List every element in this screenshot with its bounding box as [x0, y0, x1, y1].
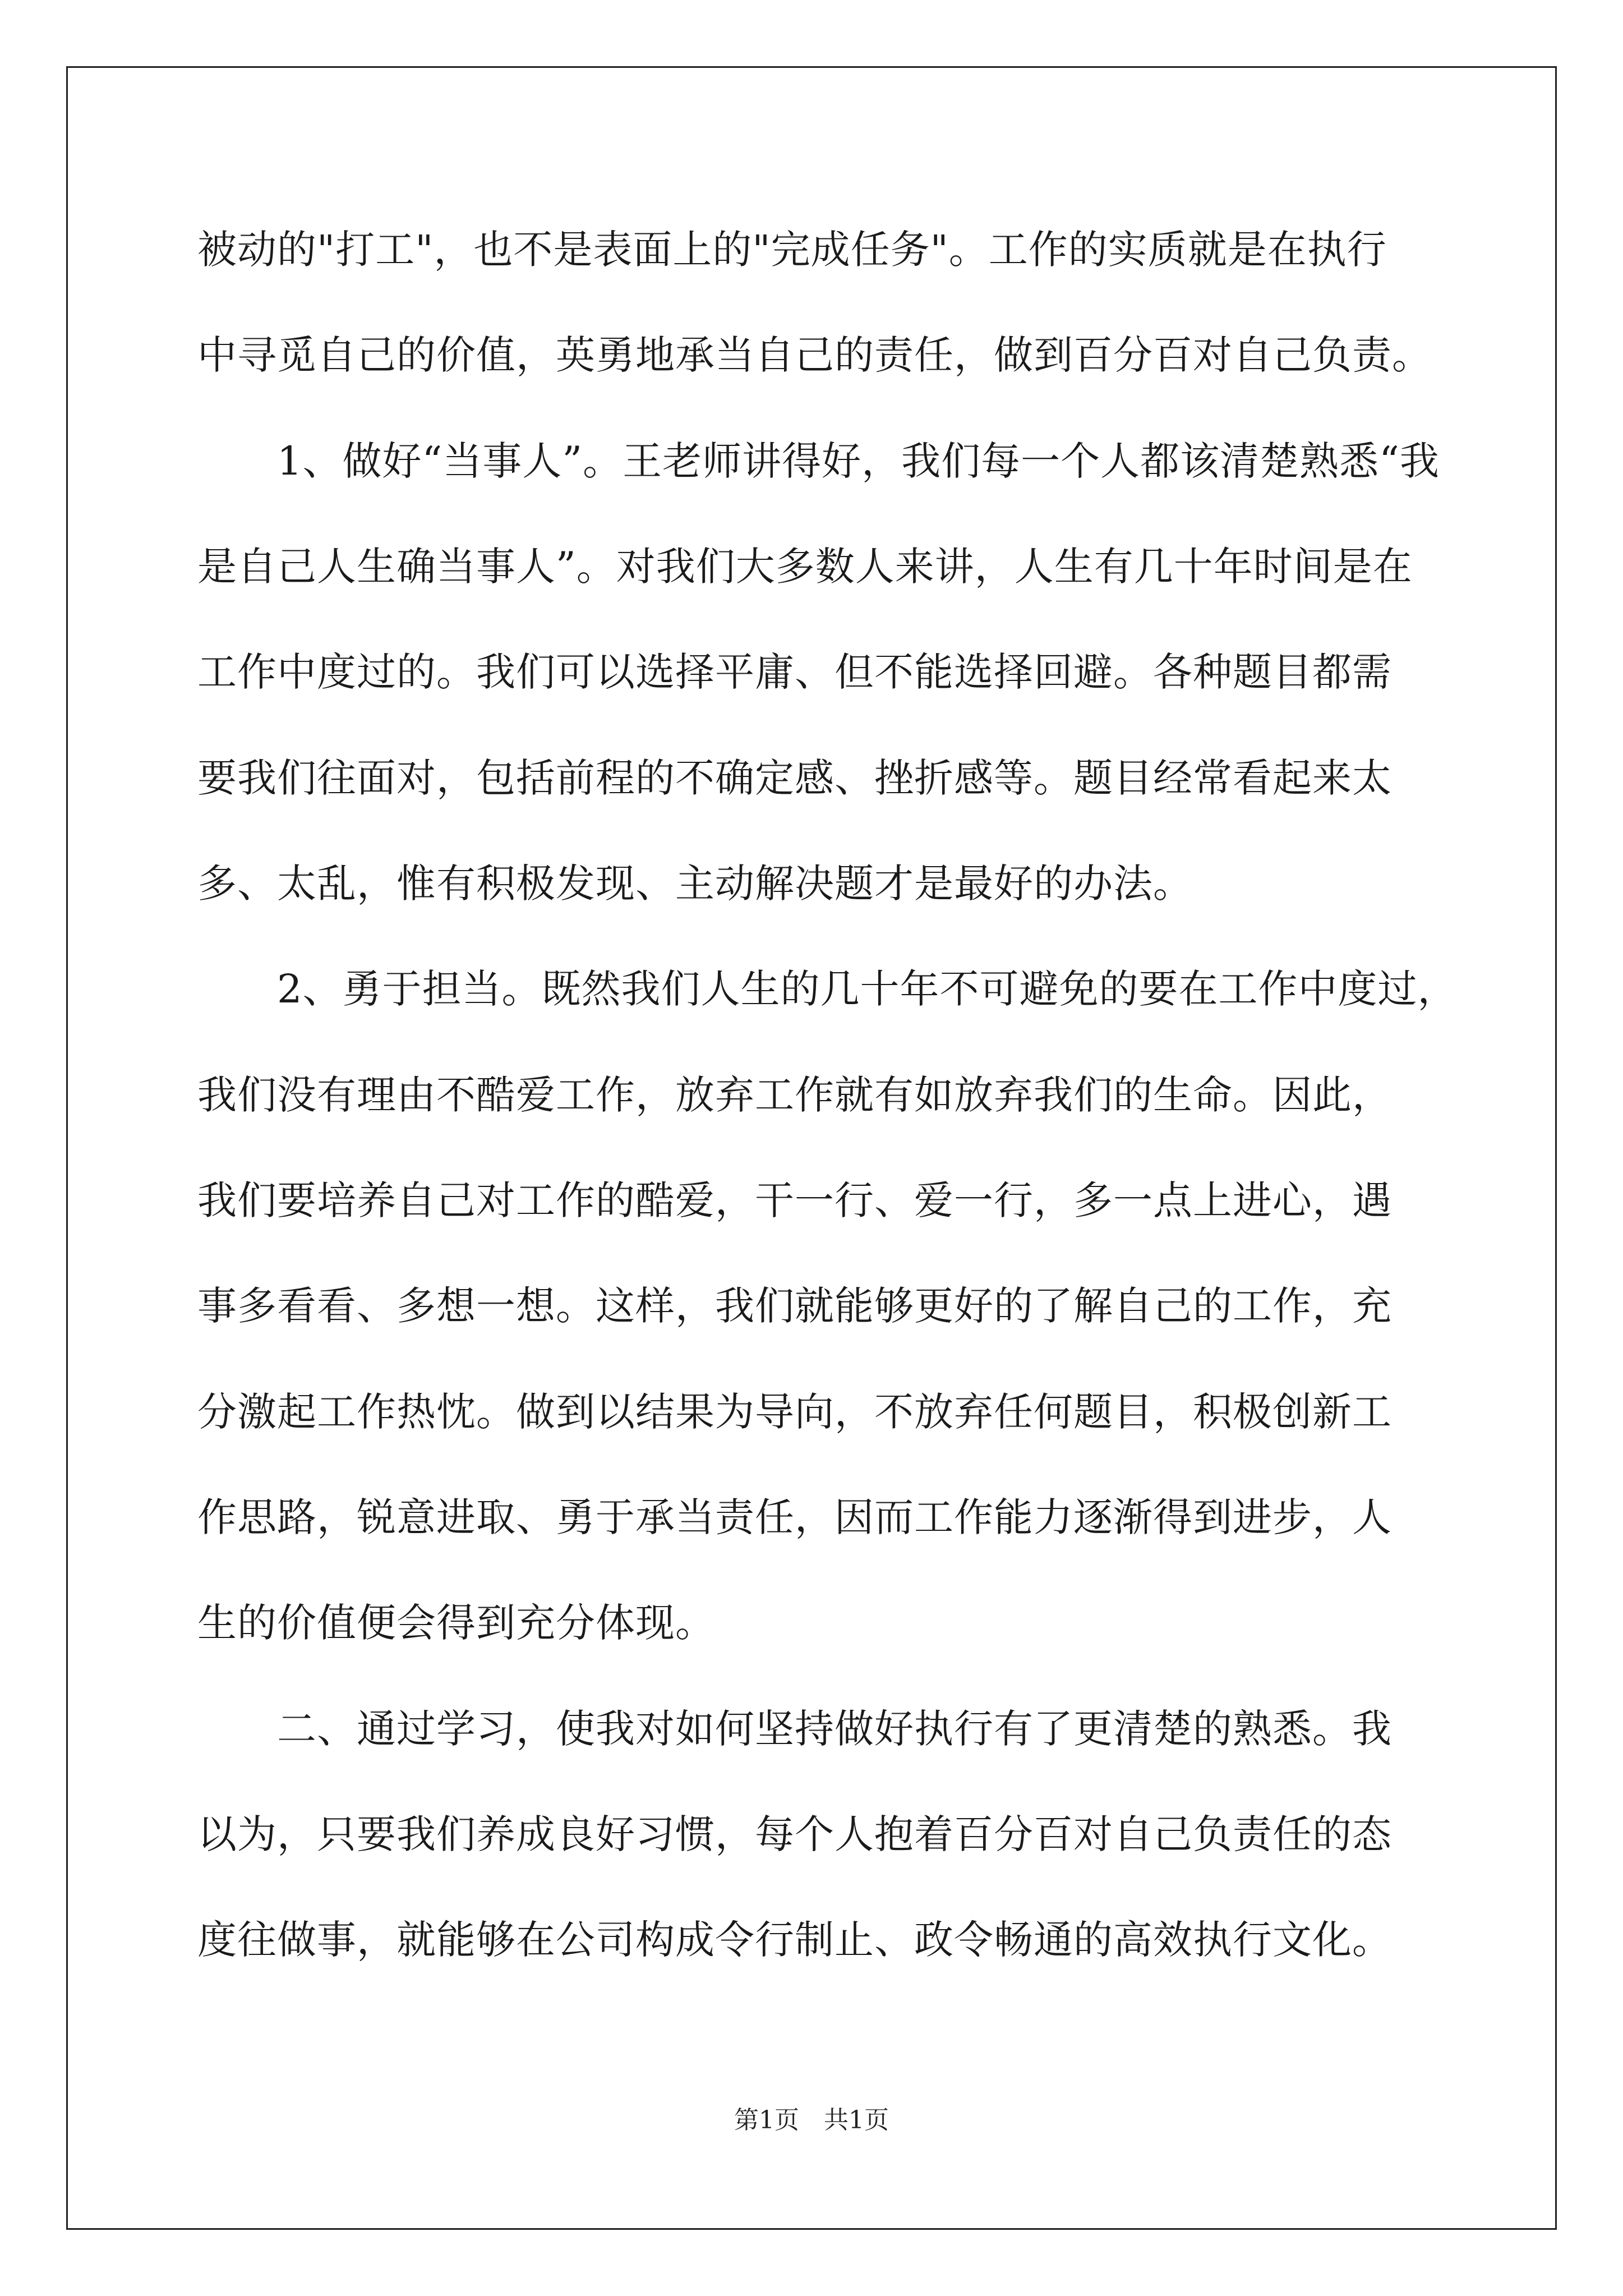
text-line: 分激起工作热忱。做到以结果为导向，不放弃任何题目，积极创新工: [197, 1389, 1392, 1435]
text-line: 度往做事，就能够在公司构成令行制止、政令畅通的高效执行文化。: [197, 1917, 1392, 1963]
text-line: 作思路，锐意进取、勇于承当责任，因而工作能力逐渐得到进步，人: [197, 1494, 1392, 1540]
text-line: 被动的"打工"，也不是表面上的"完成任务"。工作的实质就是在执行: [197, 227, 1387, 273]
text-line: 多、太乱，惟有积极发现、主动解决题才是最好的办法。: [197, 861, 1193, 907]
text-line: 中寻觅自己的价值，英勇地承当自己的责任，做到百分百对自己负责。: [197, 332, 1432, 378]
text-line: 工作中度过的。我们可以选择平庸、但不能选择回避。各种题目都需: [197, 649, 1392, 695]
page-border: [66, 66, 1557, 2230]
text-line: 我们没有理由不酷爱工作，放弃工作就有如放弃我们的生命。因此，: [197, 1072, 1392, 1118]
text-line: 二、通过学习，使我对如何坚持做好执行有了更清楚的熟悉。我: [197, 1706, 1392, 1752]
text-line: 是自己人生确当事人”。对我们大多数人来讲，人生有几十年时间是在: [197, 544, 1413, 590]
text-line: 生的价值便会得到充分体现。: [197, 1600, 715, 1646]
text-line: 以为，只要我们养成良好习惯，每个人抱着百分百对自己负责任的态: [197, 1811, 1392, 1857]
page-number-footer: 第1页 共1页: [734, 2106, 889, 2134]
text-line: 我们要培养自己对工作的酷爱，干一行、爱一行，多一点上进心，遇: [197, 1177, 1392, 1223]
text-line: 1、做好“当事人”。王老师讲得好，我们每一个人都该清楚熟悉“我: [197, 438, 1440, 484]
text-line: 2、勇于担当。既然我们人生的几十年不可避免的要在工作中度过，: [197, 966, 1458, 1012]
text-line: 要我们往面对，包括前程的不确定感、挫折感等。题目经常看起来太: [197, 755, 1392, 801]
text-line: 事多看看、多想一想。这样，我们就能够更好的了解自己的工作，充: [197, 1283, 1392, 1329]
